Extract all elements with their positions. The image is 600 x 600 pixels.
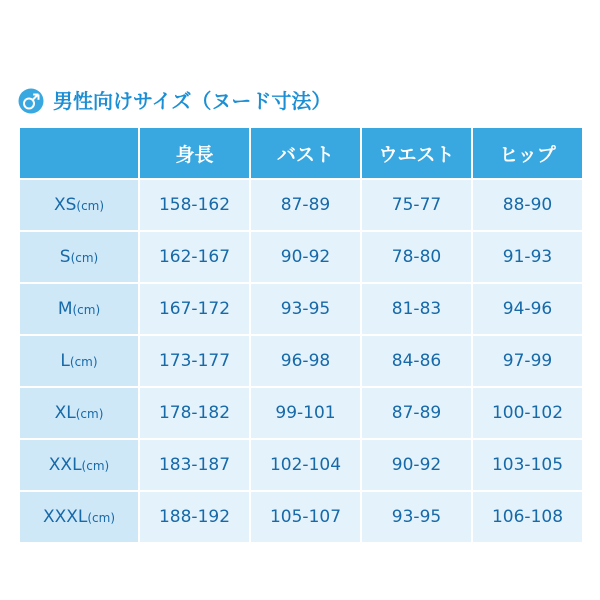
cell-xs-bust: 87-89	[250, 179, 361, 231]
row-size-label: XL	[54, 403, 76, 423]
cell-xl-bust: 99-101	[250, 387, 361, 439]
row-size-unit: (cm)	[76, 199, 105, 213]
cell-m-height: 167-172	[139, 283, 250, 335]
cell-m-bust: 93-95	[250, 283, 361, 335]
cell-s-height: 162-167	[139, 231, 250, 283]
cell-xxl-height: 183-187	[139, 439, 250, 491]
table-row	[19, 491, 583, 543]
cell-xxl-waist: 90-92	[361, 439, 472, 491]
cell-xxxl-height: 188-192	[139, 491, 250, 543]
table-row	[19, 179, 583, 231]
row-size-unit: (cm)	[70, 251, 99, 265]
size-table	[18, 126, 584, 544]
row-label-xs	[19, 179, 139, 231]
cell-l-waist: 84-86	[361, 335, 472, 387]
cell-xl-waist: 87-89	[361, 387, 472, 439]
row-label-m	[19, 283, 139, 335]
row-label-xxxl	[19, 491, 139, 543]
cell-xxxl-hip: 106-108	[472, 491, 583, 543]
row-label-l	[19, 335, 139, 387]
table-row	[19, 439, 583, 491]
cell-m-hip: 94-96	[472, 283, 583, 335]
row-size-unit: (cm)	[81, 459, 110, 473]
cell-xl-hip: 100-102	[472, 387, 583, 439]
row-label-xxl	[19, 439, 139, 491]
cell-xs-height: 158-162	[139, 179, 250, 231]
table-header-row	[19, 127, 583, 179]
page-title: 男性向けサイズ（ヌード寸法）	[53, 89, 332, 113]
cell-l-hip: 97-99	[472, 335, 583, 387]
cell-l-height: 173-177	[139, 335, 250, 387]
cell-xxxl-bust: 105-107	[250, 491, 361, 543]
column-header-waist: ウエスト	[361, 127, 472, 179]
row-label-s	[19, 231, 139, 283]
row-size-label: S	[59, 247, 71, 267]
row-size-label: XXXL	[42, 507, 88, 527]
cell-l-bust: 96-98	[250, 335, 361, 387]
row-size-unit: (cm)	[72, 303, 101, 317]
row-size-label: L	[60, 351, 70, 371]
row-size-unit: (cm)	[75, 407, 104, 421]
column-header-hip: ヒップ	[472, 127, 583, 179]
cell-s-hip: 91-93	[472, 231, 583, 283]
table-body	[19, 179, 583, 543]
row-label-xl	[19, 387, 139, 439]
cell-xxl-bust: 102-104	[250, 439, 361, 491]
column-header-bust: バスト	[250, 127, 361, 179]
cell-xxl-hip: 103-105	[472, 439, 583, 491]
table-corner-cell	[19, 127, 139, 179]
table-row	[19, 231, 583, 283]
cell-m-waist: 81-83	[361, 283, 472, 335]
row-size-label: XXL	[48, 455, 82, 475]
row-size-unit: (cm)	[69, 355, 98, 369]
table-row	[19, 387, 583, 439]
cell-xxxl-waist: 93-95	[361, 491, 472, 543]
chart-heading	[18, 88, 331, 114]
male-gender-icon	[18, 88, 44, 114]
cell-s-bust: 90-92	[250, 231, 361, 283]
cell-xl-height: 178-182	[139, 387, 250, 439]
cell-xs-hip: 88-90	[472, 179, 583, 231]
table-row	[19, 283, 583, 335]
row-size-label: M	[57, 299, 73, 319]
row-size-unit: (cm)	[87, 511, 116, 525]
table-header	[19, 127, 583, 179]
row-size-label: XS	[53, 195, 77, 215]
column-header-height: 身長	[139, 127, 250, 179]
cell-s-waist: 78-80	[361, 231, 472, 283]
cell-xs-waist: 75-77	[361, 179, 472, 231]
table-row	[19, 335, 583, 387]
